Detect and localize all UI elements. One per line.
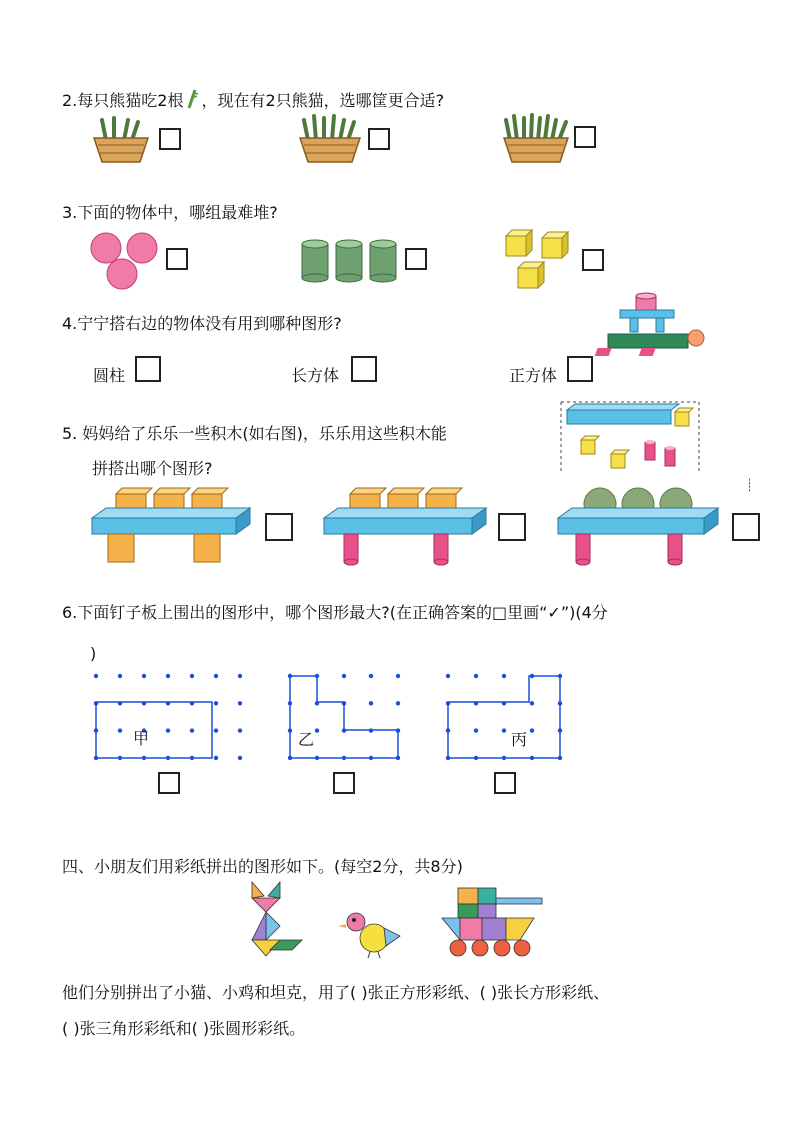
basket-b-image <box>296 112 364 164</box>
peg-dot <box>214 756 218 760</box>
q4-answer-box-1[interactable] <box>135 356 161 382</box>
q5-line2: 拼搭出哪个图形? <box>92 459 213 478</box>
blocks-given-image <box>557 398 705 476</box>
q3-question: 3.下面的物体中，哪组最难堆? <box>62 203 278 222</box>
pegboard-yi <box>286 672 416 764</box>
q2-text-a: 2.每只熊猫吃2根 <box>62 91 184 110</box>
q2-line <box>62 84 444 111</box>
peg-dot <box>238 756 242 760</box>
section4-line2: ( )张三角形彩纸和( )张圆形彩纸。 <box>62 1019 306 1038</box>
peg-dot <box>238 701 242 705</box>
basket-c-image <box>500 112 572 164</box>
q4-answer-box-3[interactable] <box>567 356 593 382</box>
q5-option2-image <box>322 484 490 568</box>
peg-dot <box>315 728 319 732</box>
q6-line2: ) <box>90 644 97 663</box>
q6-line1: 6.下面钉子板上围出的图形中，哪个图形最大?(在正确答案的□里画“✓”)(4分 <box>62 603 608 622</box>
peg-dot <box>474 674 478 678</box>
q5-answer-box-3[interactable] <box>732 513 760 541</box>
peg-dot <box>190 674 194 678</box>
peg-dot <box>530 728 534 732</box>
corner-mark: ┊ <box>746 478 754 492</box>
paper-chick-image <box>344 908 402 958</box>
peg-dot <box>369 674 373 678</box>
q6-answer-box-1[interactable] <box>158 772 180 794</box>
q4-option-cylinder: 圆柱 <box>93 366 126 385</box>
q2-answer-box-1[interactable] <box>159 128 181 150</box>
peg-dot <box>474 728 478 732</box>
paper-tank-image <box>440 884 550 960</box>
peg-dot <box>142 674 146 678</box>
tower-image <box>604 292 708 364</box>
basket-a-image <box>90 112 152 164</box>
q5-option3-image <box>556 484 722 568</box>
pegboard-jia <box>92 672 252 764</box>
peg-dot <box>166 674 170 678</box>
peg-dot <box>502 728 506 732</box>
section4-line1: 他们分别拼出了小猫、小鸡和坦克，用了( )张正方形彩纸、( )张长方形彩纸、 <box>62 983 610 1002</box>
peg-dot <box>238 674 242 678</box>
q5-line1: 5. 妈妈给了乐乐一些积木(如右图)，乐乐用这些积木能 <box>62 424 447 443</box>
peg-dot <box>530 701 534 705</box>
q4-option-cube: 正方体 <box>509 366 558 385</box>
shape-label-yi: 乙 <box>298 730 315 749</box>
shape-label-bing: 丙 <box>511 730 528 749</box>
cubes-image <box>502 228 574 294</box>
q6-answer-box-2[interactable] <box>333 772 355 794</box>
peg-dot <box>238 728 242 732</box>
peg-dot <box>342 674 346 678</box>
peg-dot <box>214 701 218 705</box>
balls-image <box>88 230 160 292</box>
q4-question: 4.宁宁搭右边的物体没有用到哪种图形? <box>62 314 342 333</box>
peg-dot <box>502 674 506 678</box>
peg-dot <box>214 674 218 678</box>
q6-answer-box-3[interactable] <box>494 772 516 794</box>
pegboard-bing <box>444 672 574 764</box>
q5-answer-box-1[interactable] <box>265 513 293 541</box>
q4-answer-box-2[interactable] <box>351 356 377 382</box>
peg-dot <box>396 674 400 678</box>
peg-dot <box>446 674 450 678</box>
q3-answer-box-3[interactable] <box>582 249 604 271</box>
peg-dot <box>214 728 218 732</box>
q2-text-b: ，现在有2只熊猫，选哪筐更合适? <box>201 91 445 110</box>
paper-cat-image <box>246 878 306 962</box>
peg-dot <box>369 701 373 705</box>
peg-dot <box>190 728 194 732</box>
q2-answer-box-3[interactable] <box>574 126 596 148</box>
peg-dot <box>118 674 122 678</box>
shape-label-jia: 甲 <box>133 729 150 748</box>
q5-answer-box-2[interactable] <box>498 513 526 541</box>
peg-dot <box>166 728 170 732</box>
q5-option1-image <box>90 484 254 568</box>
peg-dot <box>118 728 122 732</box>
q3-answer-box-1[interactable] <box>166 248 188 270</box>
section4-title: 四、小朋友们用彩纸拼出的图形如下。(每空2分，共8分) <box>62 857 463 876</box>
peg-dot <box>396 701 400 705</box>
q2-answer-box-2[interactable] <box>368 128 390 150</box>
q3-answer-box-2[interactable] <box>405 248 427 270</box>
cylinders-image <box>300 238 400 282</box>
q4-option-cuboid: 长方体 <box>291 366 340 385</box>
peg-dot <box>94 674 98 678</box>
bamboo-icon <box>183 88 201 108</box>
